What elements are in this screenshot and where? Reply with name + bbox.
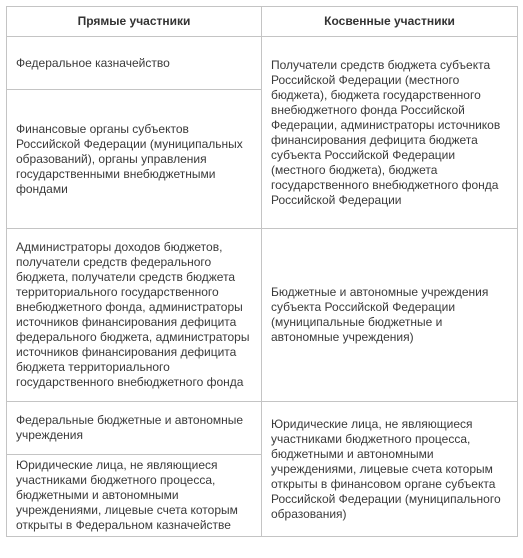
participants-table <box>6 6 518 537</box>
table-header-row <box>7 7 518 37</box>
table-row <box>7 37 518 90</box>
direct-participant-cell: Юридические лица, не являющиеся участниками бюджетного процесса, бюджетными и автономными учреждениями, лицевые счета которым открыты в Федеральном казначействе <box>7 455 262 537</box>
direct-participant-cell: Финансовые органы субъектов Российской Федерации (муниципальных образований), органы управления государственными внебюджетными фондами <box>7 90 262 229</box>
indirect-participant-cell: Получатели средств бюджета субъекта Российской Федерации (местного бюджета), бюджета государственного внебюджетного фонда Российской Федерации, администраторы источников финансирования дефицита бюджета субъекта Российской Федерации (местного бюджета), бюджета государственного внебюджетного фонда Российской Федерации <box>262 37 518 229</box>
indirect-participant-cell: Юридические лица, не являющиеся участниками бюджетного процесса, бюджетными и автономными учреждениями, лицевые счета которым открыты в финансовом органе субъекта Российской Федерации (муниципального образования) <box>262 402 518 537</box>
indirect-participant-cell: Бюджетные и автономные учреждения субъекта Российской Федерации (муниципальные бюджетные и автономные учреждения) <box>262 229 518 402</box>
table-row <box>7 229 518 402</box>
direct-participant-cell: Администраторы доходов бюджетов, получатели средств федерального бюджета, получатели средств бюджета территориального государственного внебюджетного фонда, администраторы источников финансирования дефицита федерального бюджета, администраторы источников финансирования дефицита бюджета территориального государственного внебюджетного фонда <box>7 229 262 402</box>
direct-participant-cell: Федеральное казначейство <box>7 37 262 90</box>
header-direct-participants: Прямые участники <box>7 7 262 37</box>
header-indirect-participants: Косвенные участники <box>262 7 518 37</box>
table-row <box>7 402 518 455</box>
direct-participant-cell: Федеральные бюджетные и автономные учреждения <box>7 402 262 455</box>
